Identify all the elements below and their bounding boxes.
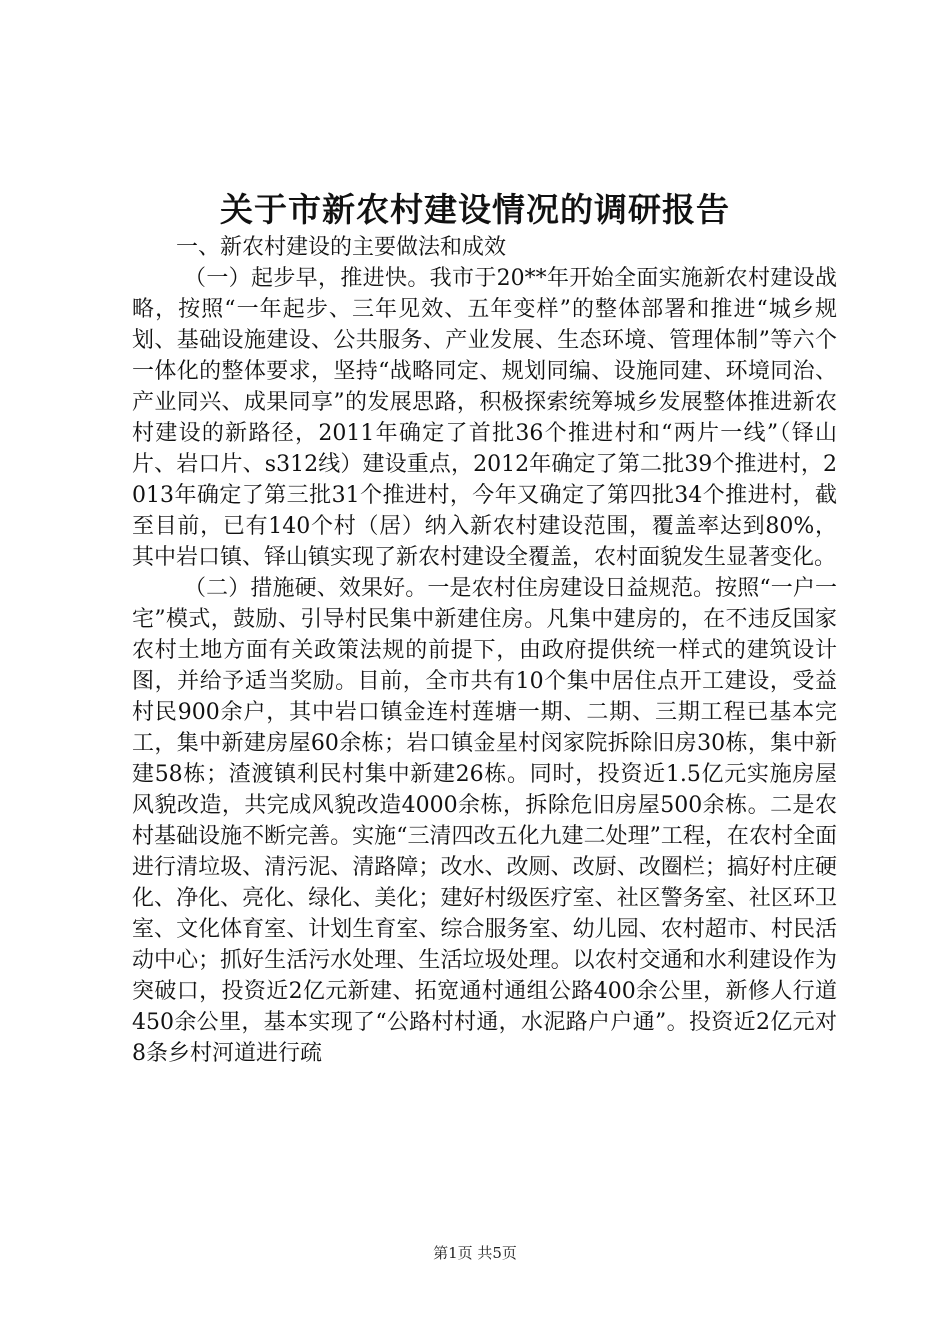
document-body [132,232,837,1069]
page-footer: 第1页 共5页 [433,1244,517,1262]
paragraph-2: （二）措施硬、效果好。一是农村住房建设日益规范。按照“一户一宅”模式，鼓励、引导村民集中新建住房。凡集中建房的，在不违反国家农村土地方面有关政策法规的前提下，由政府提供统一样式的建筑设计图，并给予适当奖励。目前，全市共有10个集中居住点开工建设，受益村民900余户，其中岩口镇金连村莲塘一期、二期、三期工程已基本完工，集中新建房屋60余栋；岩口镇金星村闵家院拆除旧房30栋，集中新建58栋；渣渡镇利民村集中新建26栋。同时，投资近1.5亿元实施房屋风貌改造，共完成风貌改造4000余栋，拆除危旧房屋500余栋。二是农村基础设施不断完善。实施“三清四改五化九建二处理”工程，在农村全面进行清垃圾、清污泥、清路障；改水、改厕、改厨、改圈栏；搞好村庄硬化、净化、亮化、绿化、美化；建好村级医疗室、社区警务室、社区环卫室、文化体育室、计划生育室、综合服务室、幼儿园、农村超市、村民活动中心；抓好生活污水处理、生活垃圾处理。以农村交通和水利建设作为突破口，投资近2亿元新建、拓宽通村通组公路400余公里，新修人行道450余公里，基本实现了“公路村村通，水泥路户户通”。投资近2亿元对8条乡村河道进行疏 [132,576,837,1066]
document-title: 关于市新农村建设情况的调研报告 [220,190,730,229]
section-heading: 一、新农村建设的主要做法和成效 [176,235,507,260]
paragraph-1: （一）起步早，推进快。我市于20**年开始全面实施新农村建设战略，按照“一年起步、三年见效、五年变样”的整体部署和推进“城乡规划、基础设施建设、公共服务、产业发展、生态环境、管理体制”等六个一体化的整体要求，坚持“战略同定、规划同编、设施同建、环境同治、产业同兴、成果同享”的发展思路，积极探索统筹城乡发展整体推进新农村建设的新路径，2011年确定了首批36个推进村和“两片一线”（铎山片、岩口片、s312线）建设重点，2012年确定了第二批39个推进村，2013年确定了第三批31个推进村，今年又确定了第四批34个推进村，截至目前，已有140个村（居）纳入新农村建设范围，覆盖率达到80%，其中岩口镇、铎山镇实现了新农村建设全覆盖，农村面貌发生显著变化。 [132,266,837,570]
